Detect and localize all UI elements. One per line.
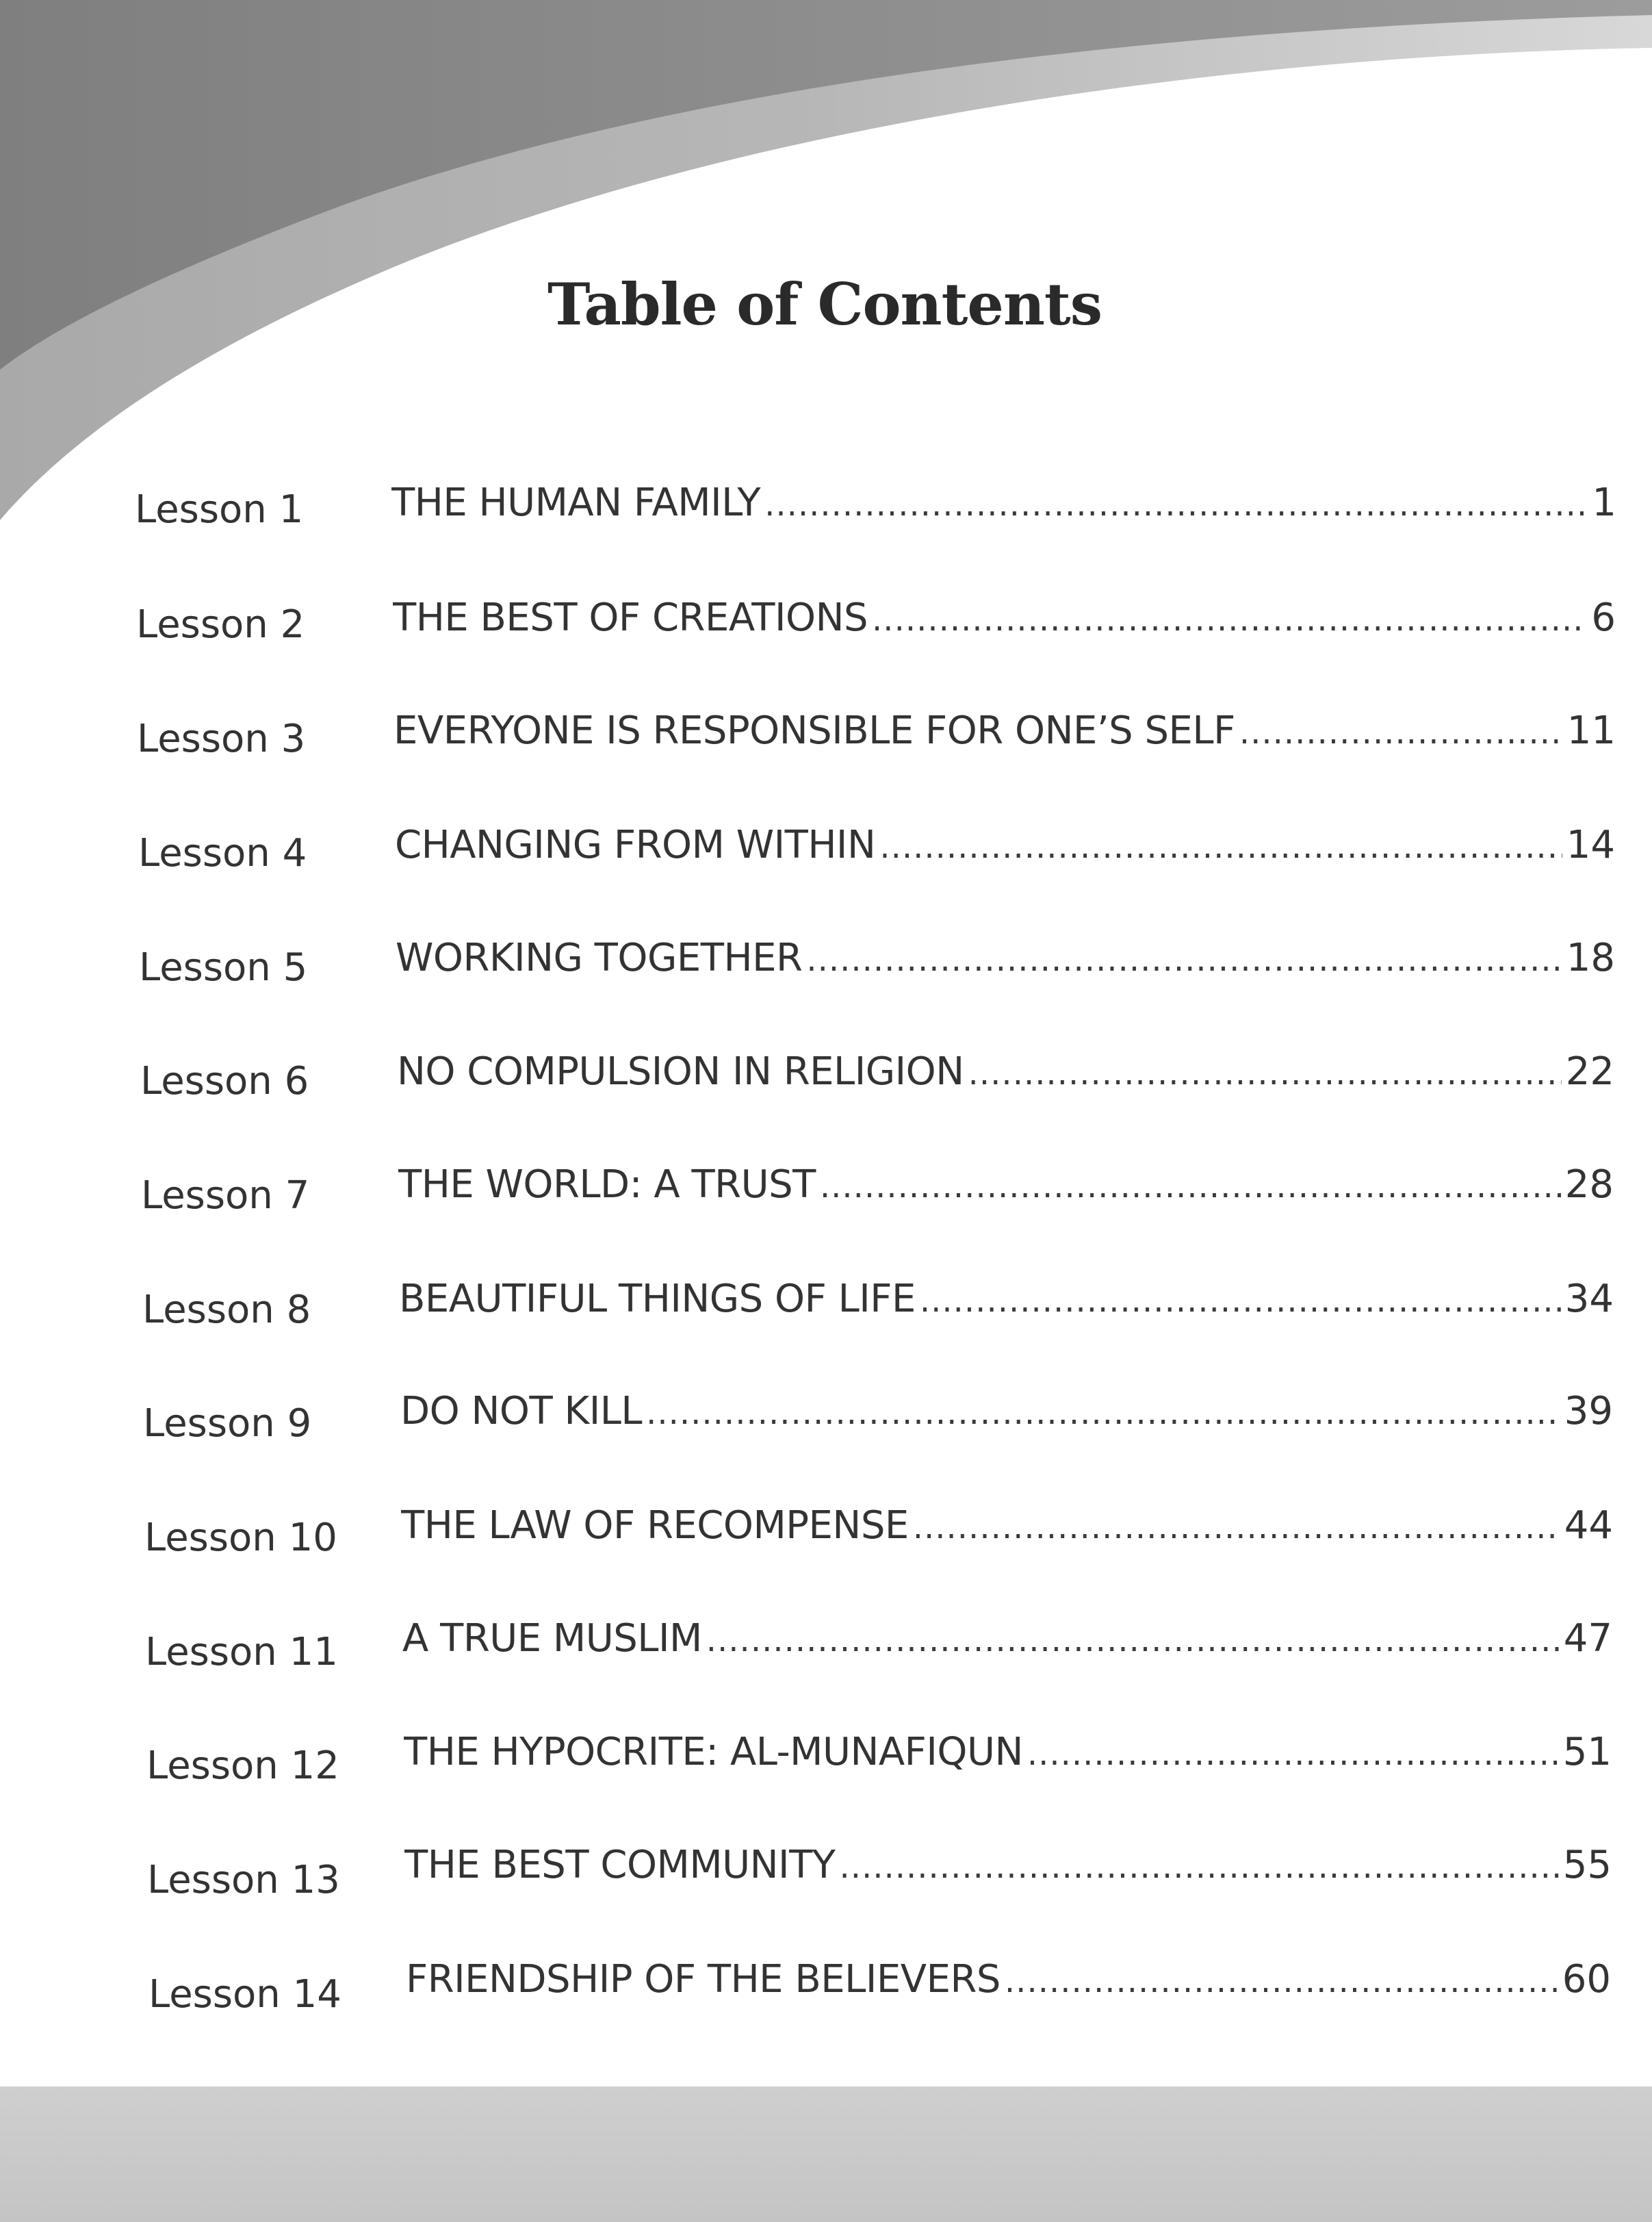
lesson-label: Lesson 3	[137, 717, 306, 761]
lesson-label: Lesson 2	[136, 602, 305, 647]
toc-entry-line	[402, 1616, 1612, 1661]
page-number: 60	[1562, 1957, 1611, 2002]
page-number: 34	[1564, 1277, 1614, 1321]
page-number: 47	[1563, 1616, 1612, 1661]
lesson-label: Lesson 12	[146, 1744, 339, 1788]
lesson-title: EVERYONE IS RESPONSIBLE FOR ONE’S SELF	[393, 708, 1235, 753]
dot-leader	[646, 1394, 1560, 1432]
toc-entry	[0, 481, 1652, 556]
dot-leader	[879, 828, 1562, 866]
lesson-label: Lesson 8	[142, 1288, 311, 1332]
dot-leader	[1239, 713, 1563, 752]
lesson-label: Lesson 13	[147, 1858, 340, 1902]
dot-leader	[706, 1621, 1560, 1659]
toc-entry-line	[404, 1730, 1612, 1774]
page-title: Table of Contents	[547, 270, 1102, 338]
lesson-title: THE LAW OF RECOMPENSE	[401, 1503, 909, 1548]
toc-entry-line	[404, 1843, 1612, 1887]
toc-entry	[0, 708, 1652, 785]
lesson-title: THE HUMAN FAMILY	[391, 481, 761, 525]
lesson-label: Lesson 5	[139, 945, 308, 990]
toc-entry	[0, 1616, 1652, 1698]
page-number: 55	[1562, 1843, 1612, 1887]
lesson-label: Lesson 9	[143, 1401, 312, 1446]
toc-entry	[0, 1957, 1652, 2041]
lesson-title: THE BEST COMMUNITY	[404, 1843, 836, 1887]
toc-entry-line	[397, 1049, 1614, 1094]
lesson-label: Lesson 4	[138, 831, 307, 876]
toc-entry	[0, 1049, 1652, 1127]
lesson-label: Lesson 7	[141, 1173, 310, 1218]
toc-entry-line	[401, 1503, 1613, 1548]
page-number: 18	[1566, 936, 1615, 980]
lesson-label: Lesson 14	[149, 1972, 341, 2017]
lesson-label: Lesson 10	[144, 1516, 337, 1560]
lesson-title: DO NOT KILL	[400, 1389, 643, 1433]
lesson-title: NO COMPULSION IN RELIGION	[397, 1049, 964, 1094]
page-number: 6	[1591, 596, 1616, 640]
page-number: 44	[1564, 1503, 1613, 1548]
dot-leader	[1005, 1962, 1558, 2000]
dot-leader	[1027, 1735, 1559, 1773]
page-number: 51	[1562, 1730, 1612, 1774]
toc-entry-line	[406, 1957, 1611, 2002]
dot-leader	[764, 485, 1588, 524]
page-number: 1	[1592, 481, 1616, 525]
toc-entry	[0, 596, 1652, 671]
toc-entry	[0, 936, 1652, 1014]
dot-leader	[913, 1508, 1560, 1546]
dot-leader	[839, 1848, 1558, 1886]
page-number: 14	[1566, 823, 1615, 867]
lesson-title: CHANGING FROM WITHIN	[395, 823, 876, 867]
page-number: 39	[1564, 1389, 1613, 1433]
toc-entry-line	[398, 1162, 1614, 1207]
dot-leader	[820, 1167, 1561, 1205]
dot-leader	[806, 941, 1562, 979]
lesson-label: Lesson 1	[135, 487, 304, 532]
dot-leader	[872, 600, 1587, 639]
lesson-title: FRIENDSHIP OF THE BELIEVERS	[406, 1957, 1001, 2002]
page-number: 28	[1564, 1162, 1614, 1207]
toc-entry-line	[395, 823, 1615, 867]
toc-entry-line	[393, 708, 1616, 753]
lesson-title: WORKING TOGETHER	[396, 936, 803, 980]
page-number: 22	[1565, 1049, 1614, 1094]
toc-entry	[0, 823, 1652, 899]
lesson-label: Lesson 11	[145, 1630, 338, 1674]
lesson-title: THE HYPOCRITE: AL-MUNAFIQUN	[404, 1730, 1023, 1774]
toc-entry	[0, 1730, 1652, 1812]
toc-entry-line	[396, 936, 1615, 980]
lesson-title: THE WORLD: A TRUST	[398, 1162, 816, 1207]
lesson-label: Lesson 6	[140, 1059, 309, 1103]
toc-entry	[0, 1503, 1652, 1584]
dot-leader	[968, 1054, 1562, 1093]
toc-entry-line	[399, 1277, 1614, 1321]
lesson-title: THE BEST OF CREATIONS	[393, 596, 868, 640]
toc-entry-line	[393, 596, 1616, 640]
lesson-title: A TRUE MUSLIM	[402, 1616, 702, 1661]
page-number: 11	[1566, 708, 1616, 753]
footer-band-decoration	[0, 2086, 1652, 2222]
toc-entry-line	[391, 481, 1616, 525]
toc-entry	[0, 1843, 1652, 1926]
lesson-title: BEAUTIFUL THINGS OF LIFE	[399, 1277, 916, 1321]
dot-leader	[920, 1281, 1561, 1320]
toc-entry	[0, 1162, 1652, 1242]
toc-entry	[0, 1389, 1652, 1470]
toc-entry-line	[400, 1389, 1613, 1433]
toc-entry	[0, 1277, 1652, 1356]
